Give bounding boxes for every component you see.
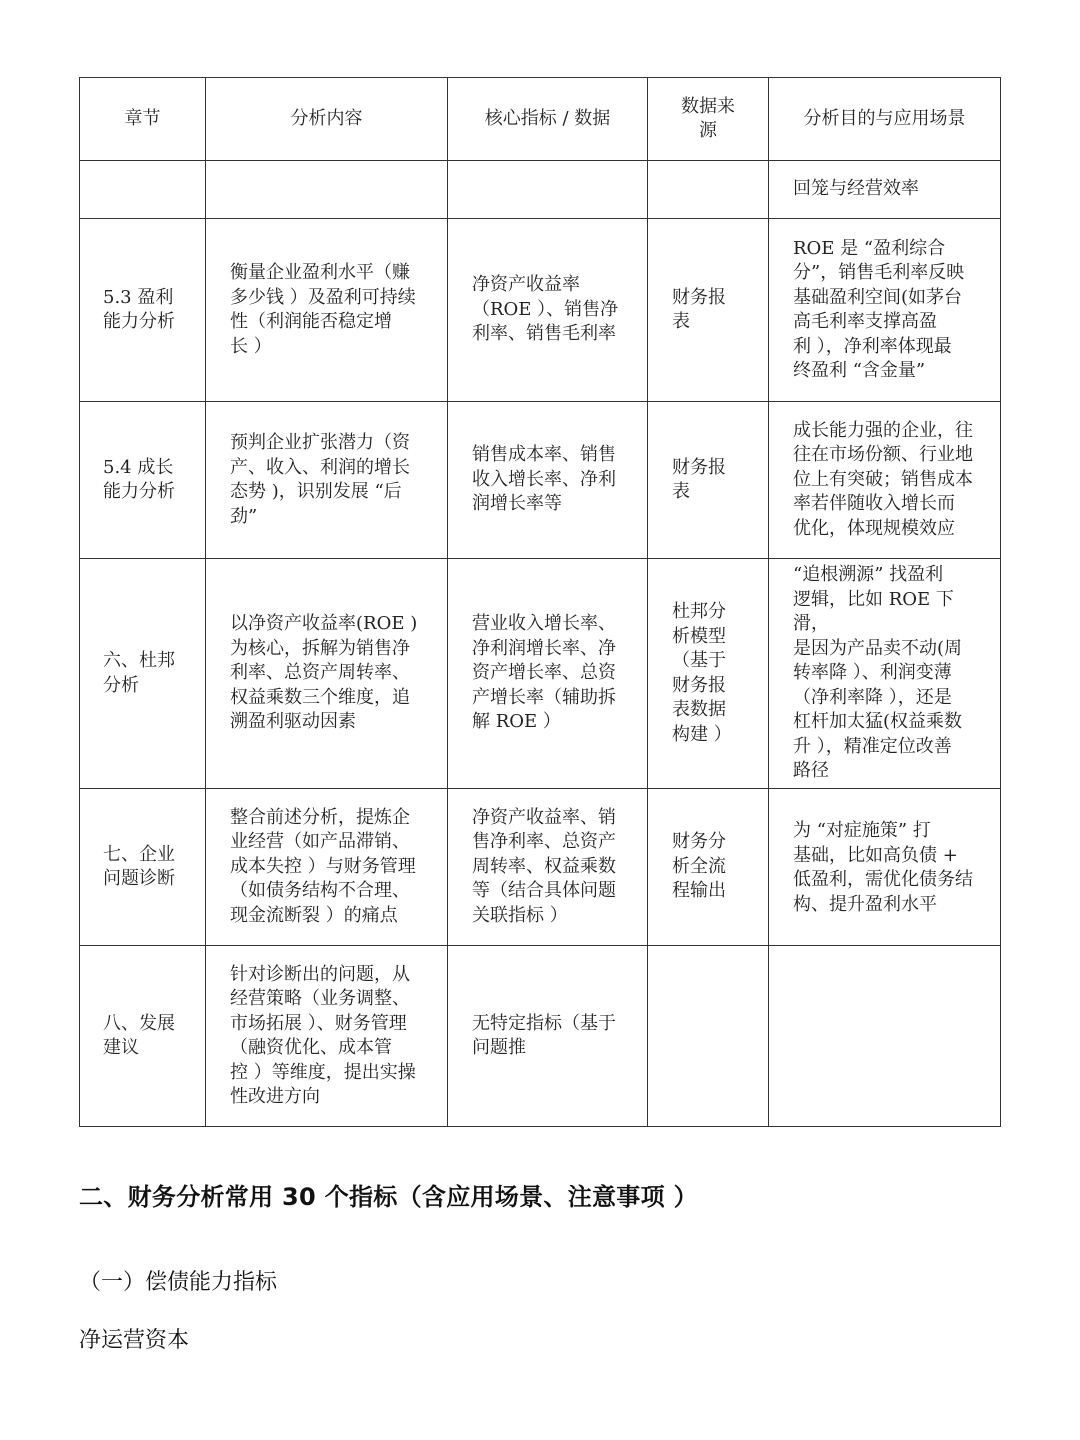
- row-purpose: “追根溯源” 找盈利 逻辑，比如 ROE 下滑， 是因为产品卖不动(周 转率降 ）、利润变薄 （净利率降 ），还是 杠杆加太猛(权益乘数 升 ），精准定位改善 路径: [769, 559, 1001, 789]
- header-source: 数据来 源: [648, 78, 769, 161]
- row-chapter: 六、杜邦 分析: [80, 559, 206, 789]
- row-source: 财务报 表: [648, 402, 769, 559]
- row-metrics: 无特定指标（基于 问题推: [448, 946, 648, 1127]
- row-content: 以净资产收益率(ROE ) 为核心，拆解为销售净 利率、总资产周转率、 权益乘数三个维度，追 溯盈利驱动因素: [206, 559, 448, 789]
- row-content: 预判企业扩张潜力（资 产、收入、利润的增长 态势 )，识别发展 “后 劲”: [206, 402, 448, 559]
- row-source: [648, 946, 769, 1127]
- row-chapter: [80, 161, 206, 219]
- row-content: [206, 161, 448, 219]
- row-source: 财务分 析全流 程输出: [648, 789, 769, 946]
- row-content: 针对诊断出的问题，从 经营策略（业务调整、 市场拓展 ）、财务管理 （融资优化、成本管 控 ）等维度，提出实操 性改进方向: [206, 946, 448, 1127]
- header-purpose: 分析目的与应用场景: [769, 78, 1001, 161]
- section-heading: 二、财务分析常用 30 个指标（含应用场景、注意事项 ）: [79, 1183, 698, 1211]
- row-metrics: 净资产收益率 （ROE ）、销售净 利率、销售毛利率: [448, 219, 648, 402]
- row-source: 财务报 表: [648, 219, 769, 402]
- paragraph-heading: 净运营资本: [79, 1328, 190, 1353]
- table-header-row: [80, 78, 1001, 161]
- row-purpose: 成长能力强的企业，往 往在市场份额、行业地 位上有突破；销售成本 率若伴随收入增长而 优化，体现规模效应: [769, 402, 1001, 559]
- header-content: 分析内容: [206, 78, 448, 161]
- row-metrics: 销售成本率、销售 收入增长率、净利 润增长率等: [448, 402, 648, 559]
- row-purpose: 回笼与经营效率: [769, 161, 1001, 219]
- row-metrics: 营业收入增长率、 净利润增长率、净 资产增长率、总资 产增长率（辅助拆 解 ROE ）: [448, 559, 648, 789]
- row-chapter: 5.3 盈利 能力分析: [80, 219, 206, 402]
- row-content: 衡量企业盈利水平（赚 多少钱 ）及盈利可持续 性（利润能否稳定增 长 ）: [206, 219, 448, 402]
- table-row: [80, 946, 1001, 1127]
- table-row: [80, 402, 1001, 559]
- row-metrics: 净资产收益率、销 售净利率、总资产 周转率、权益乘数 等（结合具体问题 关联指标 ）: [448, 789, 648, 946]
- row-chapter: 5.4 成长 能力分析: [80, 402, 206, 559]
- row-metrics: [448, 161, 648, 219]
- row-purpose: [769, 946, 1001, 1127]
- row-source: [648, 161, 769, 219]
- table-row: [80, 161, 1001, 219]
- table-row: [80, 219, 1001, 402]
- row-purpose: 为 “对症施策” 打 基础，比如高负债 + 低盈利，需优化债务结 构、提升盈利水平: [769, 789, 1001, 946]
- header-chapter: 章节: [80, 78, 206, 161]
- analysis-framework-table: [79, 77, 1001, 1127]
- table-row: [80, 559, 1001, 789]
- header-metrics: 核心指标 / 数据: [448, 78, 648, 161]
- row-source: 杜邦分 析模型 （基于 财务报 表数据 构建 ）: [648, 559, 769, 789]
- row-chapter: 八、发展 建议: [80, 946, 206, 1127]
- row-chapter: 七、企业 问题诊断: [80, 789, 206, 946]
- table-row: [80, 789, 1001, 946]
- subsection-heading: （一）偿债能力指标: [79, 1270, 278, 1295]
- row-content: 整合前述分析，提炼企 业经营（如产品滞销、 成本失控 ）与财务管理 （如债务结构不合理、 现金流断裂 ）的痛点: [206, 789, 448, 946]
- row-purpose: ROE 是 “盈利综合 分”，销售毛利率反映 基础盈利空间(如茅台 高毛利率支撑高盈 利 ），净利率体现最 终盈利 “含金量”: [769, 219, 1001, 402]
